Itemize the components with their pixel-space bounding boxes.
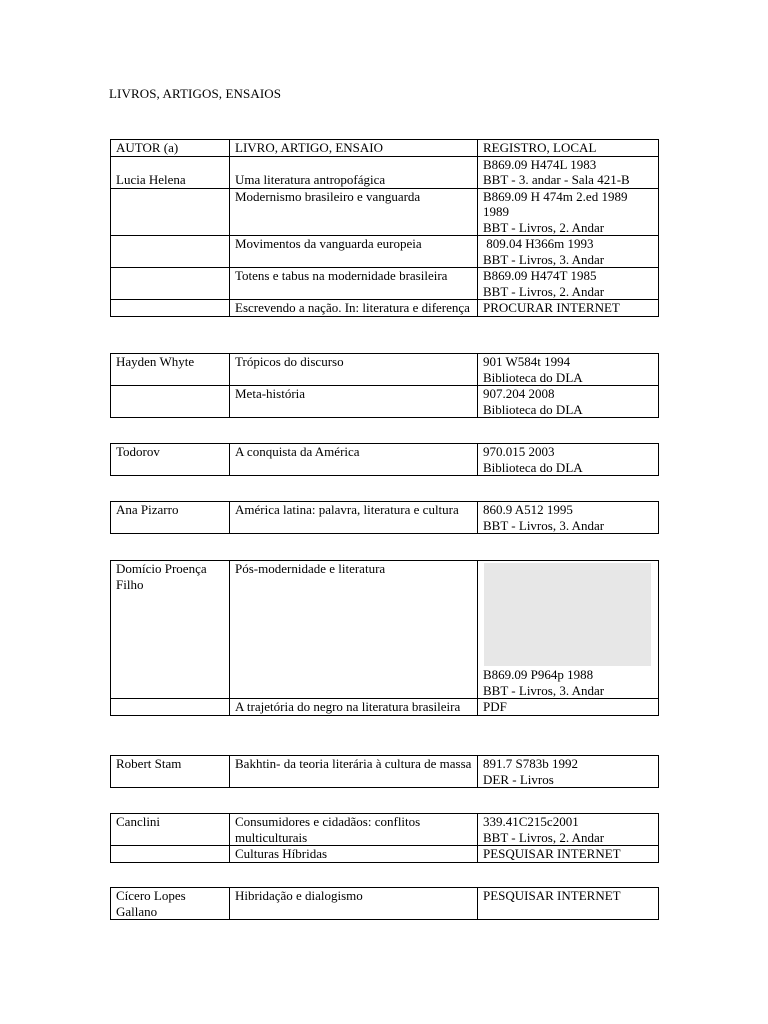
- location-cell: 907.204 2008 Biblioteca do DLA: [478, 386, 659, 418]
- location-cell: 970.015 2003 Biblioteca do DLA: [478, 444, 659, 476]
- table-row: [111, 236, 659, 268]
- table-row: [111, 846, 659, 863]
- author-cell: [111, 236, 230, 268]
- work-cell: Modernismo brasileiro e vanguarda: [230, 188, 478, 236]
- author-cell: Canclini: [111, 814, 230, 846]
- page-title: LIVROS, ARTIGOS, ENSAIOS: [109, 86, 282, 101]
- table-row: [111, 268, 659, 300]
- author-cell: [111, 268, 230, 300]
- location-cell: B869.09 H474L 1983 BBT - 3. andar - Sala 421-B: [478, 156, 659, 188]
- table-row: [111, 561, 659, 699]
- table-row: [111, 156, 659, 188]
- work-cell: Hibridação e dialogismo: [230, 888, 478, 920]
- table-todorov: [110, 443, 659, 476]
- table-row: [111, 502, 659, 534]
- work-cell: A trajetória do negro na literatura brasileira: [230, 699, 478, 716]
- work-cell: Totens e tabus na modernidade brasileira: [230, 268, 478, 300]
- table-row: [111, 814, 659, 846]
- table-row: [111, 699, 659, 716]
- table-domicio-proenca: [110, 560, 659, 716]
- work-cell: Trópicos do discurso: [230, 354, 478, 386]
- author-cell: Ana Pizarro: [111, 502, 230, 534]
- author-cell: Domício Proença Filho: [111, 561, 230, 699]
- image-placeholder: [484, 563, 651, 666]
- work-cell: Culturas Híbridas: [230, 846, 478, 863]
- table-lucia-helena: [110, 139, 659, 317]
- work-cell: A conquista da América: [230, 444, 478, 476]
- author-cell: [111, 699, 230, 716]
- work-cell: América latina: palavra, literatura e cultura: [230, 502, 478, 534]
- table-row: [111, 756, 659, 788]
- table-row: [111, 188, 659, 236]
- author-cell: Cícero Lopes Gallano: [111, 888, 230, 920]
- location-cell: PROCURAR INTERNET: [478, 300, 659, 317]
- location-cell: 891.7 S783b 1992 DER - Livros: [478, 756, 659, 788]
- work-cell: Pós-modernidade e literatura: [230, 561, 478, 699]
- table-row: [111, 888, 659, 920]
- table-hayden-whyte: [110, 353, 659, 418]
- work-cell: Bakhtin- da teoria literária à cultura de massa: [230, 756, 478, 788]
- table-row: [111, 354, 659, 386]
- work-cell: Consumidores e cidadãos: conflitos multiculturais: [230, 814, 478, 846]
- location-cell: B869.09 H 474m 2.ed 1989 1989 BBT - Livros, 2. Andar: [478, 188, 659, 236]
- header-work: LIVRO, ARTIGO, ENSAIO: [230, 140, 478, 157]
- author-cell: [111, 300, 230, 317]
- author-cell: [111, 188, 230, 236]
- author-cell: Todorov: [111, 444, 230, 476]
- work-cell: Meta-história: [230, 386, 478, 418]
- work-cell: Escrevendo a nação. In: literatura e diferença: [230, 300, 478, 317]
- table-robert-stam: [110, 755, 659, 788]
- table-header-row: [111, 140, 659, 157]
- header-author: AUTOR (a): [111, 140, 230, 157]
- location-cell: 860.9 A512 1995 BBT - Livros, 3. Andar: [478, 502, 659, 534]
- table-row: [111, 386, 659, 418]
- table-canclini: [110, 813, 659, 863]
- table-cicero-lopes: [110, 887, 659, 920]
- table-ana-pizarro: [110, 501, 659, 534]
- location-cell: 809.04 H366m 1993 BBT - Livros, 3. Andar: [478, 236, 659, 268]
- location-cell: B869.09 H474T 1985 BBT - Livros, 2. Andar: [478, 268, 659, 300]
- author-cell: Robert Stam: [111, 756, 230, 788]
- author-cell: [111, 386, 230, 418]
- location-cell: PESQUISAR INTERNET: [478, 888, 659, 920]
- location-cell: 339.41C215c2001 BBT - Livros, 2. Andar: [478, 814, 659, 846]
- location-cell: B869.09 P964p 1988 BBT - Livros, 3. Andar: [478, 561, 659, 699]
- work-cell: Movimentos da vanguarda europeia: [230, 236, 478, 268]
- location-cell: PDF: [478, 699, 659, 716]
- author-cell: Lucia Helena: [111, 156, 230, 188]
- table-row: [111, 444, 659, 476]
- author-cell: [111, 846, 230, 863]
- table-row: [111, 300, 659, 317]
- location-cell: 901 W584t 1994 Biblioteca do DLA: [478, 354, 659, 386]
- header-location: REGISTRO, LOCAL: [478, 140, 659, 157]
- work-cell: Uma literatura antropofágica: [230, 156, 478, 188]
- location-cell: PESQUISAR INTERNET: [478, 846, 659, 863]
- author-cell: Hayden Whyte: [111, 354, 230, 386]
